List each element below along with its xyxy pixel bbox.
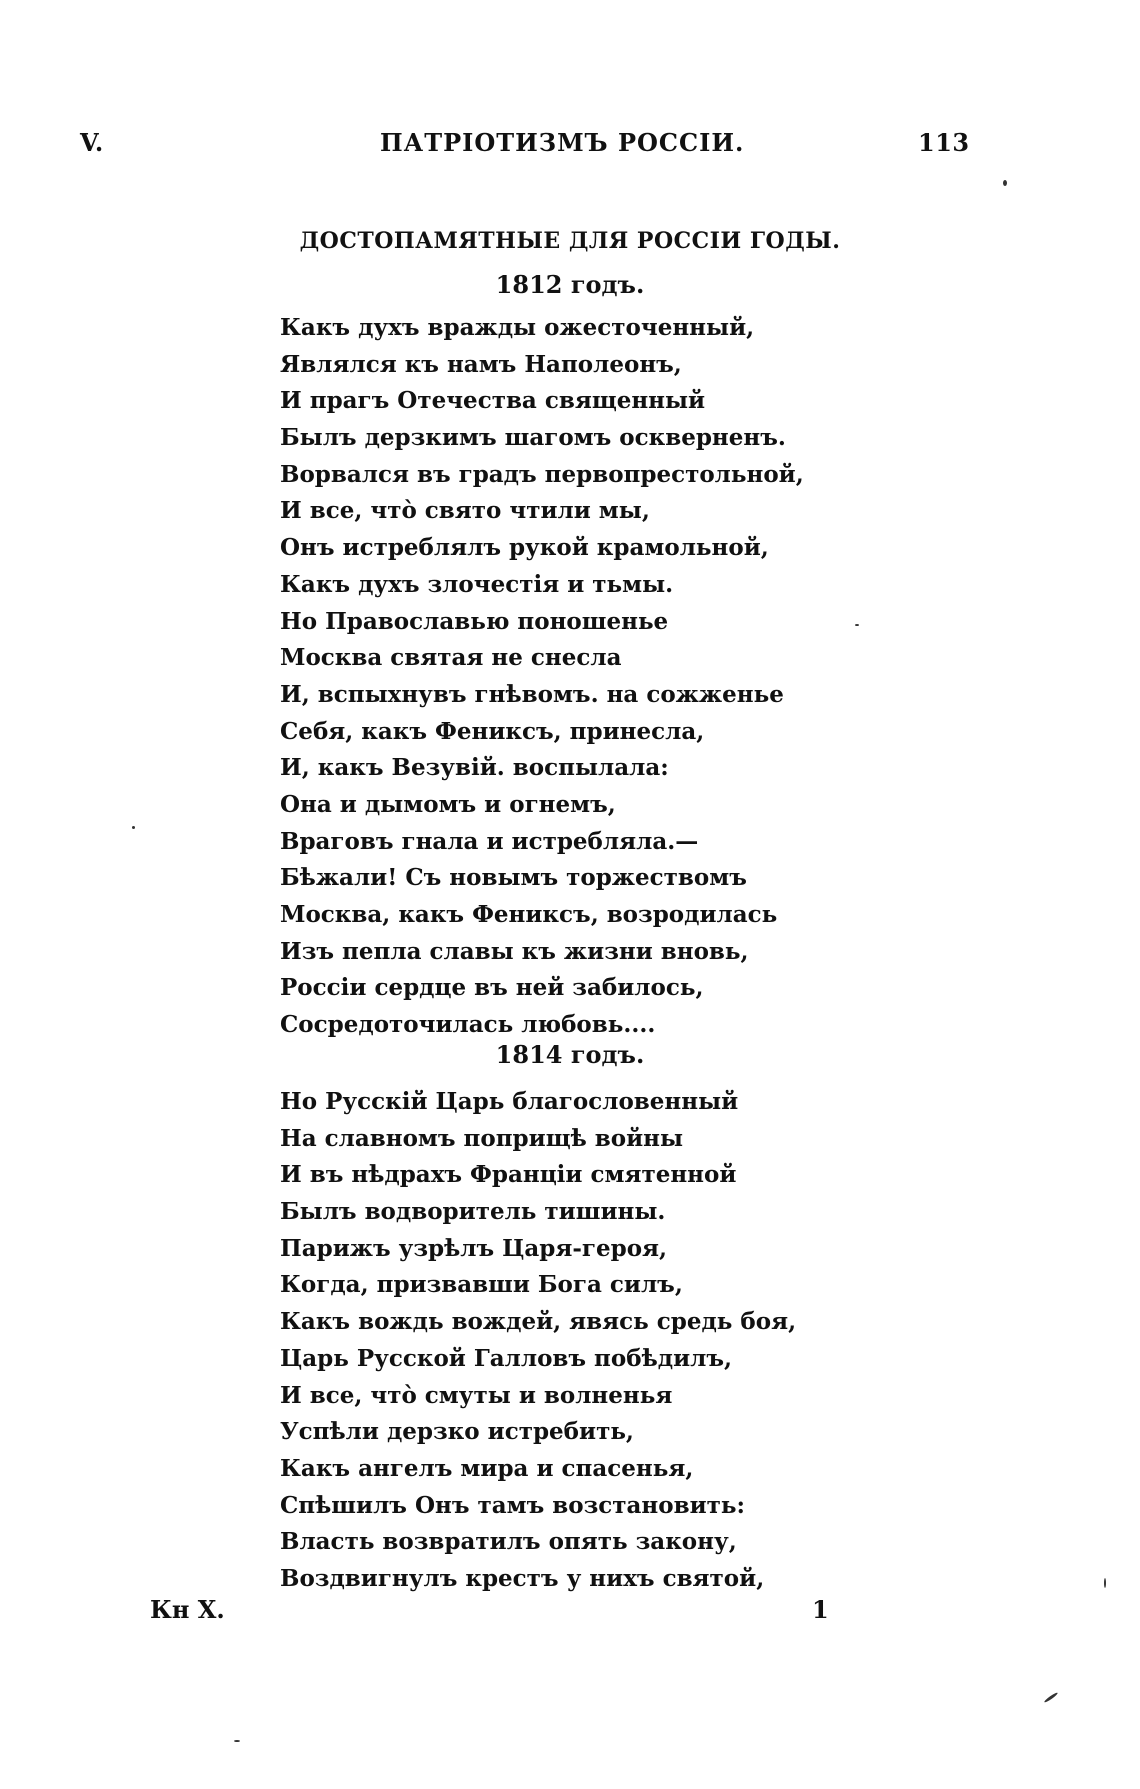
sheet-number: 1 (812, 1595, 829, 1624)
running-title: ПАТРIОТИЗМЪ РОССIИ. (380, 128, 745, 157)
signature-mark: Кн Х. (150, 1595, 225, 1624)
scan-speck (1044, 1692, 1059, 1704)
poem-line: Онъ истреблялъ рукой крамольной, (280, 534, 769, 562)
poem-line: Какъ духъ вражды ожесточенный, (280, 314, 755, 341)
section-number: V. (80, 128, 104, 157)
poem-line: Себя, какъ Фениксъ, принесла, (280, 717, 705, 745)
poem-line: Парижъ узрѣлъ Царя-героя, (280, 1234, 668, 1262)
poem-line: Успѣли дерзко истребить, (280, 1418, 634, 1446)
poem-line: Власть возвратилъ опять закону, (280, 1528, 737, 1556)
poem-line: И все, что̀ свято чтили мы, (280, 497, 650, 525)
poem-stanza-1812 (280, 310, 804, 1044)
poem-line: И прагъ Отечества священный (280, 387, 706, 415)
poem-line: Какъ духъ злочестiя и тьмы. (280, 570, 674, 598)
poem-line: И все, что̀ смуты и волненья (280, 1381, 673, 1409)
poem-line: Москва святая не снесла (280, 644, 622, 672)
poem-line: Былъ дерзкимъ шагомъ оскверненъ. (280, 424, 786, 452)
poem-line: Но Русскiй Царь благословенный (280, 1088, 739, 1115)
poem-line: И въ нѣдрахъ Францiи смятенной (280, 1161, 737, 1189)
poem-line: И, какъ Везувiй. воспылала: (280, 754, 669, 782)
poem-line: На славномъ поприщѣ войны (280, 1124, 684, 1152)
poem-line: Спѣшилъ Онъ тамъ возстановить: (280, 1491, 745, 1519)
scan-speck (1003, 180, 1007, 186)
poem-line: Враговъ гнала и истребляла.— (280, 827, 699, 855)
poem-stanza-1814 (280, 1084, 796, 1598)
poem-line: Былъ водворитель тишины. (280, 1198, 666, 1226)
poem-line: Являлся къ намъ Наполеонъ, (280, 350, 682, 378)
poem-line: Когда, призвавши Бога силъ, (280, 1271, 683, 1299)
poem-title: ДОСТОПАМЯТНЫЕ ДЛЯ РОССIИ ГОДЫ. (299, 228, 841, 254)
poem-line: Изъ пепла славы къ жизни вновь, (280, 937, 749, 965)
poem-line: Россiи сердце въ ней забилось, (280, 974, 704, 1002)
scan-speck (1104, 1578, 1106, 1588)
scan-speck (855, 624, 859, 626)
poem-line: Но Православью поношенье (280, 607, 669, 635)
scan-speck (132, 826, 135, 829)
poem-line: Москва, какъ Фениксъ, возродилась (280, 901, 778, 928)
year-heading-1814: 1814 годъ. (495, 1040, 645, 1069)
poem-line: Сосредоточилась любовь.... (280, 1011, 656, 1039)
poem-line: Какъ вождь вождей, явясь средь боя, (280, 1308, 797, 1336)
poem-line: И, вспыхнувъ гнѣвомъ. на сожженье (280, 680, 784, 708)
poem-line: Бѣжали! Съ новымъ торжествомъ (280, 864, 747, 892)
poem-line: Какъ ангелъ мира и спасенья, (280, 1454, 694, 1482)
page-number: 113 (918, 128, 970, 157)
year-heading-1812: 1812 годъ. (495, 270, 645, 299)
poem-line: Она и дымомъ и огнемъ, (280, 790, 616, 818)
poem-line: Ворвался въ градъ первопрестольной, (280, 460, 804, 488)
poem-line: Воздвигнулъ крестъ у нихъ святой, (280, 1564, 765, 1592)
scan-speck (234, 1740, 240, 1742)
poem-line: Царь Русской Галловъ побѣдилъ, (280, 1344, 733, 1372)
